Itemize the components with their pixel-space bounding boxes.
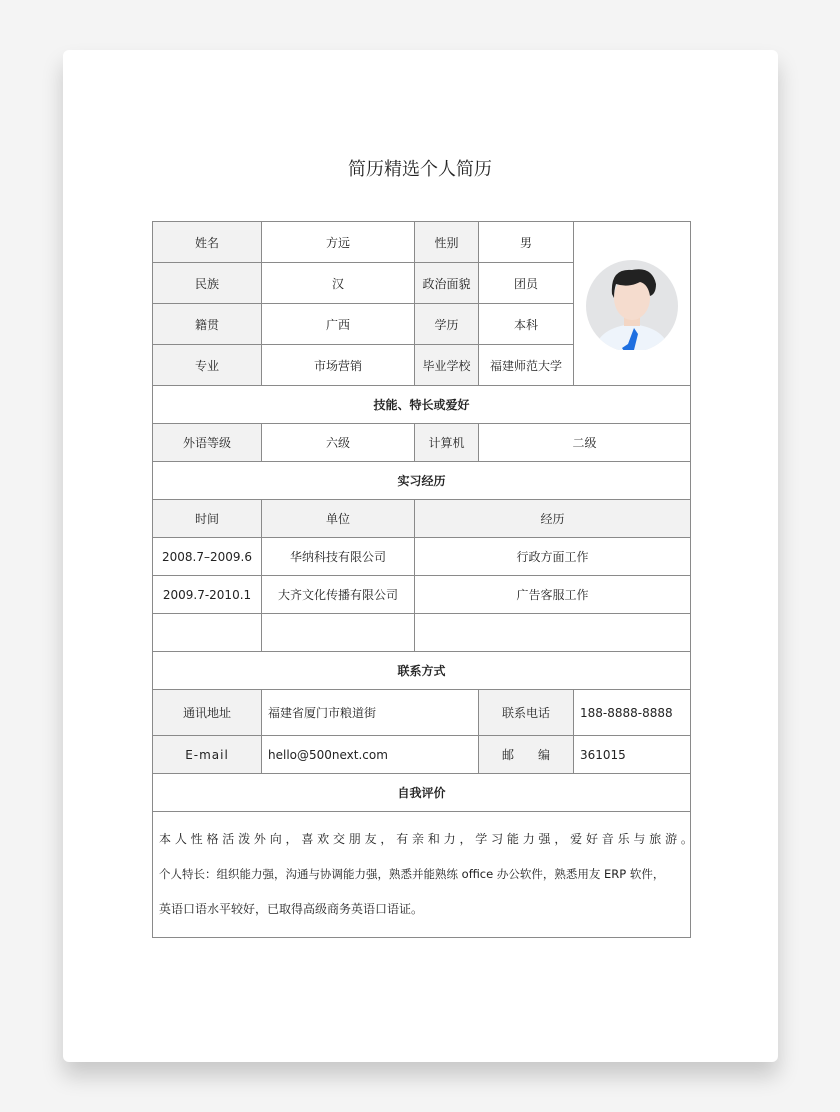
major-label: 专业 [153,345,262,386]
address-label: 通讯地址 [153,690,262,736]
zip-label: 邮 编 [479,736,574,774]
phone-label: 联系电话 [479,690,574,736]
name-label: 姓名 [153,222,262,263]
evaluation-text [153,812,691,938]
resume-table [152,221,691,938]
evaluation-line: 本 人 性 格 活 泼 外 向 ， 喜 欢 交 朋 友 ， 有 亲 和 力 ， 学 习 能 力 强 ， 爱 好 音 乐 与 旅 游 。 [159,832,693,846]
experience-cell [415,614,691,652]
evaluation-line: 个人特长：组织能力强，沟通与协调能力强，熟悉并能熟练 office 办公软件，熟悉用友 ERP 软件， [159,867,665,881]
time-cell: 2009.7-2010.1 [153,576,262,614]
computer-label: 计算机 [415,424,479,462]
name-value: 方远 [262,222,415,263]
page-title: 简历精选个人简历 [348,159,492,180]
address-value: 福建省厦门市粮道街 [262,690,479,736]
avatar [574,222,691,386]
major-value: 市场营销 [262,345,415,386]
header-company: 单位 [262,500,415,538]
company-cell: 大齐文化传播有限公司 [262,576,415,614]
computer-value: 二级 [479,424,691,462]
school-value: 福建师范大学 [479,345,574,386]
evaluation-line: 英语口语水平较好，已取得高级商务英语口语证。 [159,902,424,916]
phone-value: 188-8888-8888 [574,690,691,736]
school-label: 毕业学校 [415,345,479,386]
table-row [153,614,691,652]
ethnicity-label: 民族 [153,263,262,304]
header-time: 时间 [153,500,262,538]
education-value: 本科 [479,304,574,345]
language-value: 六级 [262,424,415,462]
gender-value: 男 [479,222,574,263]
zip-value: 361015 [574,736,691,774]
origin-label: 籍贯 [153,304,262,345]
time-cell [153,614,262,652]
evaluation-heading: 自我评价 [153,774,691,812]
political-value: 团员 [479,263,574,304]
gender-label: 性别 [415,222,479,263]
avatar-icon [584,254,680,350]
table-row [153,576,691,614]
education-label: 学历 [415,304,479,345]
language-label: 外语等级 [153,424,262,462]
skills-heading: 技能、特长或爱好 [153,386,691,424]
company-cell: 华纳科技有限公司 [262,538,415,576]
contact-heading: 联系方式 [153,652,691,690]
origin-value: 广西 [262,304,415,345]
political-label: 政治面貌 [415,263,479,304]
time-cell: 2008.7–2009.6 [153,538,262,576]
company-cell [262,614,415,652]
table-row [153,538,691,576]
experience-cell: 广告客服工作 [415,576,691,614]
internship-heading: 实习经历 [153,462,691,500]
ethnicity-value: 汉 [262,263,415,304]
experience-cell: 行政方面工作 [415,538,691,576]
email-label: E-mail [153,736,262,774]
email-value: hello@500next.com [262,736,479,774]
header-experience: 经历 [415,500,691,538]
